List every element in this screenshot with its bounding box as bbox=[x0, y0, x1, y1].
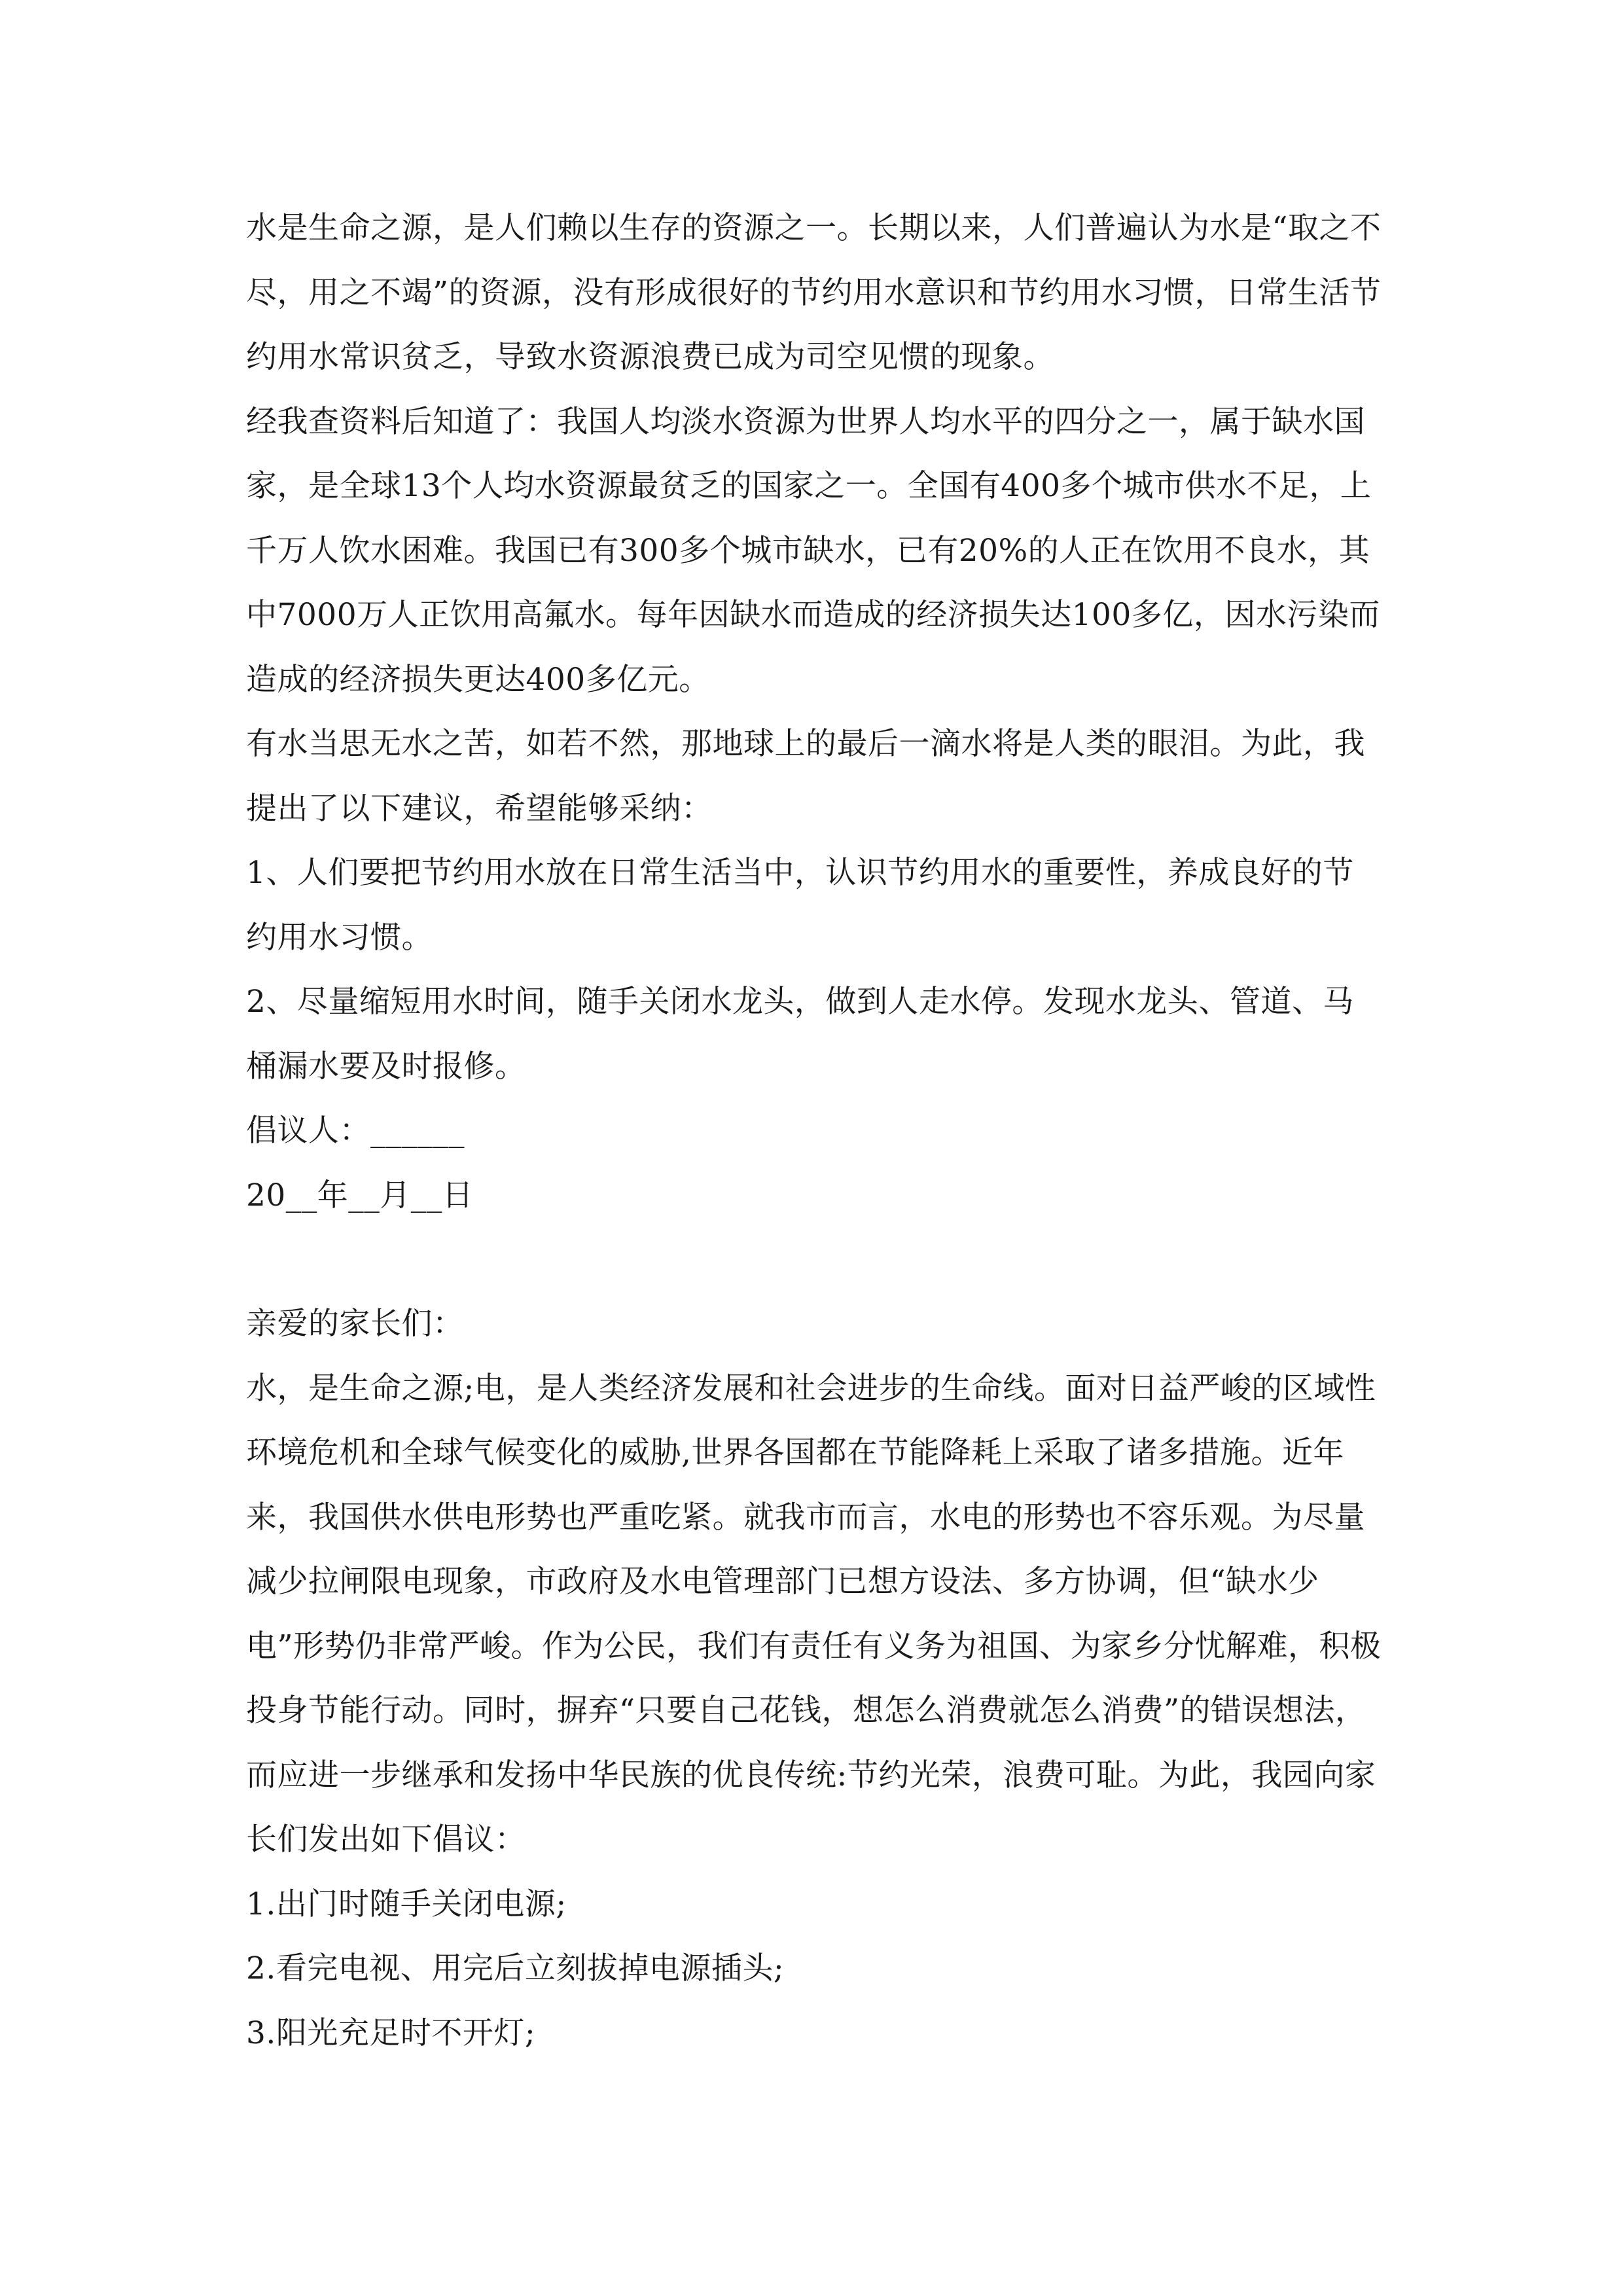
letter1-signer: 倡议人：______ bbox=[246, 1113, 465, 1149]
letter1-suggestion-2: 2、尽量缩短用水时间，随手关闭水龙头，做到人走水停。发现水龙头、管道、马桶漏水要及时报修。 bbox=[246, 984, 1354, 1085]
letter2-body: 水，是生命之源;电，是人类经济发展和社会进步的生命线。面对日益严峻的区域性环境危机和全球气候变化的威胁,世界各国都在节能降耗上采取了诸多措施。近年来，我国供水供电形势也严重吃紧。就我市而言，水电的形势也不容乐观。为尽量减少拉闸限电现象，市政府及水电管理部门已想方设法、多方协调，但“缺水少电”形势仍非常严峻。作为公民，我们有责任有义务为祖国、为家乡分忧解难，积极投身节能行动。同时，摒弃“只要自己花钱，想怎么消费就怎么消费”的错误想法，而应进一步继承和发扬中华民族的优良传统:节约光荣，浪费可耻。为此，我园向家长们发出如下倡议： bbox=[246, 1370, 1382, 1857]
letter1-paragraph-3: 有水当思无水之苦，如若不然，那地球上的最后一滴水将是人类的眼泪。为此，我提出了以下建议，希望能够采纳： bbox=[246, 726, 1365, 827]
section-divider-space bbox=[246, 1228, 1385, 1292]
letter2-item-3: 3.阳光充足时不开灯; bbox=[246, 2015, 536, 2051]
letter2-item-2: 2.看完电视、用完后立刻拔掉电源插头; bbox=[246, 1950, 785, 1986]
letter1-date: 20__年__月__日 bbox=[246, 1177, 474, 1213]
letter1-paragraph-1: 水是生命之源，是人们赖以生存的资源之一。长期以来，人们普遍认为水是“取之不尽，用之不竭”的资源，没有形成很好的节约用水意识和节约用水习惯，日常生活节约用水常识贫乏，导致水资源浪费已成为司空见惯的现象。 bbox=[246, 210, 1382, 375]
letter1-suggestion-1: 1、人们要把节约用水放在日常生活当中，认识节约用水的重要性，养成良好的节约用水习惯。 bbox=[246, 855, 1354, 956]
letter2-salutation: 亲爱的家长们： bbox=[246, 1306, 464, 1342]
letter2-item-1: 1.出门时随手关闭电源; bbox=[246, 1886, 567, 1922]
letter1-paragraph-2: 经我查资料后知道了：我国人均淡水资源为世界人均水平的四分之一，属于缺水国家，是全球13个人均水资源最贫乏的国家之一。全国有400多个城市供水不足，上千万人饮水困难。我国已有300多个城市缺水，已有20%的人正在饮用不良水，其中7000万人正饮用高氟水。每年因缺水而造成的经济损失达100多亿，因水污染而造成的经济损失更达400多亿元。 bbox=[246, 403, 1380, 698]
document-body bbox=[246, 196, 1385, 2066]
